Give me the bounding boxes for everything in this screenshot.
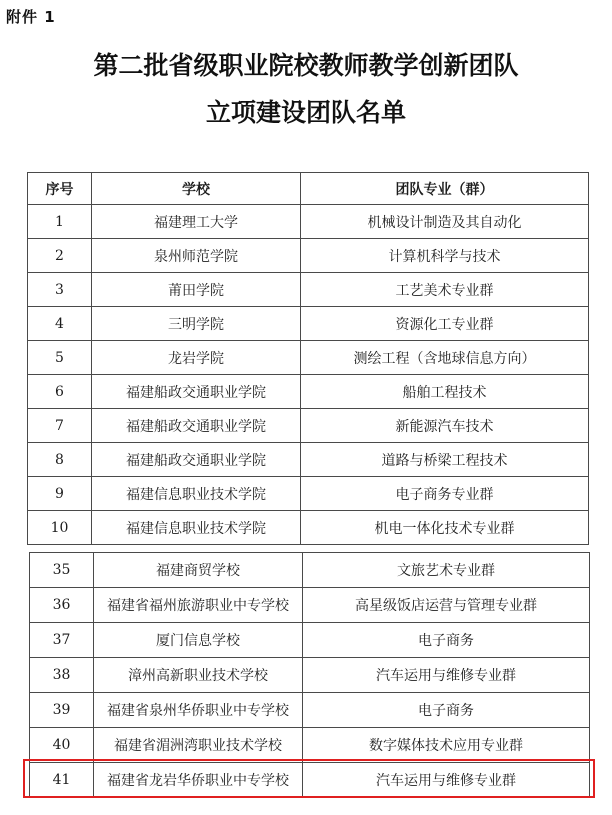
row-school: 三明学院 xyxy=(92,307,301,341)
row-index: 7 xyxy=(28,409,92,443)
row-school: 福建船政交通职业学院 xyxy=(92,409,301,443)
row-school: 莆田学院 xyxy=(92,273,301,307)
row-major: 新能源汽车技术 xyxy=(301,409,589,443)
header-index: 序号 xyxy=(28,173,92,205)
row-major: 汽车运用与维修专业群 xyxy=(303,763,590,798)
header-school: 学校 xyxy=(92,173,301,205)
row-major: 道路与桥梁工程技术 xyxy=(301,443,589,477)
row-index: 9 xyxy=(28,477,92,511)
row-index: 4 xyxy=(28,307,92,341)
row-major: 资源化工专业群 xyxy=(301,307,589,341)
row-school: 厦门信息学校 xyxy=(94,623,303,658)
row-major: 电子商务 xyxy=(303,623,590,658)
row-school: 福建船政交通职业学院 xyxy=(92,375,301,409)
row-major: 文旅艺术专业群 xyxy=(303,553,590,588)
table-row xyxy=(28,511,589,545)
row-index: 2 xyxy=(28,239,92,273)
row-major: 数字媒体技术应用专业群 xyxy=(303,728,590,763)
row-major: 机电一体化技术专业群 xyxy=(301,511,589,545)
row-major: 船舶工程技术 xyxy=(301,375,589,409)
table-row xyxy=(30,623,590,658)
row-index: 35 xyxy=(30,553,94,588)
table-row xyxy=(28,307,589,341)
table-row xyxy=(30,693,590,728)
row-index: 10 xyxy=(28,511,92,545)
header-major: 团队专业（群） xyxy=(301,173,589,205)
row-major: 高星级饭店运营与管理专业群 xyxy=(303,588,590,623)
table-row xyxy=(30,553,590,588)
row-index: 37 xyxy=(30,623,94,658)
table-row xyxy=(28,239,589,273)
row-school: 福建商贸学校 xyxy=(94,553,303,588)
table-row xyxy=(30,658,590,693)
highlight-box xyxy=(23,759,595,798)
row-major: 测绘工程（含地球信息方向） xyxy=(301,341,589,375)
row-school: 龙岩学院 xyxy=(92,341,301,375)
row-index: 39 xyxy=(30,693,94,728)
table-row xyxy=(30,588,590,623)
document-title-line-1: 第二批省级职业院校教师教学创新团队 xyxy=(93,51,519,80)
row-school: 福建省龙岩华侨职业中专学校 xyxy=(94,763,303,798)
row-school: 福建省湄洲湾职业技术学校 xyxy=(94,728,303,763)
table-row xyxy=(28,205,589,239)
row-index: 38 xyxy=(30,658,94,693)
row-major: 机械设计制造及其自动化 xyxy=(301,205,589,239)
row-major: 电子商务专业群 xyxy=(301,477,589,511)
row-index: 41 xyxy=(30,763,94,798)
row-index: 40 xyxy=(30,728,94,763)
row-index: 6 xyxy=(28,375,92,409)
table-row xyxy=(28,409,589,443)
table-row xyxy=(28,341,589,375)
team-roster-table-part-1 xyxy=(27,172,589,545)
table-row xyxy=(28,375,589,409)
table-row xyxy=(28,273,589,307)
row-major: 工艺美术专业群 xyxy=(301,273,589,307)
row-school: 漳州高新职业技术学校 xyxy=(94,658,303,693)
row-school: 福建省福州旅游职业中专学校 xyxy=(94,588,303,623)
row-major: 汽车运用与维修专业群 xyxy=(303,658,590,693)
document-title-line-2: 立项建设团队名单 xyxy=(205,98,406,127)
row-school: 福建船政交通职业学院 xyxy=(92,443,301,477)
row-index: 5 xyxy=(28,341,92,375)
row-index: 3 xyxy=(28,273,92,307)
row-index: 8 xyxy=(28,443,92,477)
attachment-label: 附件 1 xyxy=(6,8,56,26)
table-row xyxy=(28,477,589,511)
table-header-row xyxy=(28,173,589,205)
table-row xyxy=(28,443,589,477)
row-school: 福建省泉州华侨职业中专学校 xyxy=(94,693,303,728)
table-row xyxy=(30,728,590,763)
row-index: 36 xyxy=(30,588,94,623)
row-index: 1 xyxy=(28,205,92,239)
row-school: 福建信息职业技术学院 xyxy=(92,511,301,545)
row-school: 福建信息职业技术学院 xyxy=(92,477,301,511)
row-school: 泉州师范学院 xyxy=(92,239,301,273)
row-major: 电子商务 xyxy=(303,693,590,728)
row-major: 计算机科学与技术 xyxy=(301,239,589,273)
row-school: 福建理工大学 xyxy=(92,205,301,239)
